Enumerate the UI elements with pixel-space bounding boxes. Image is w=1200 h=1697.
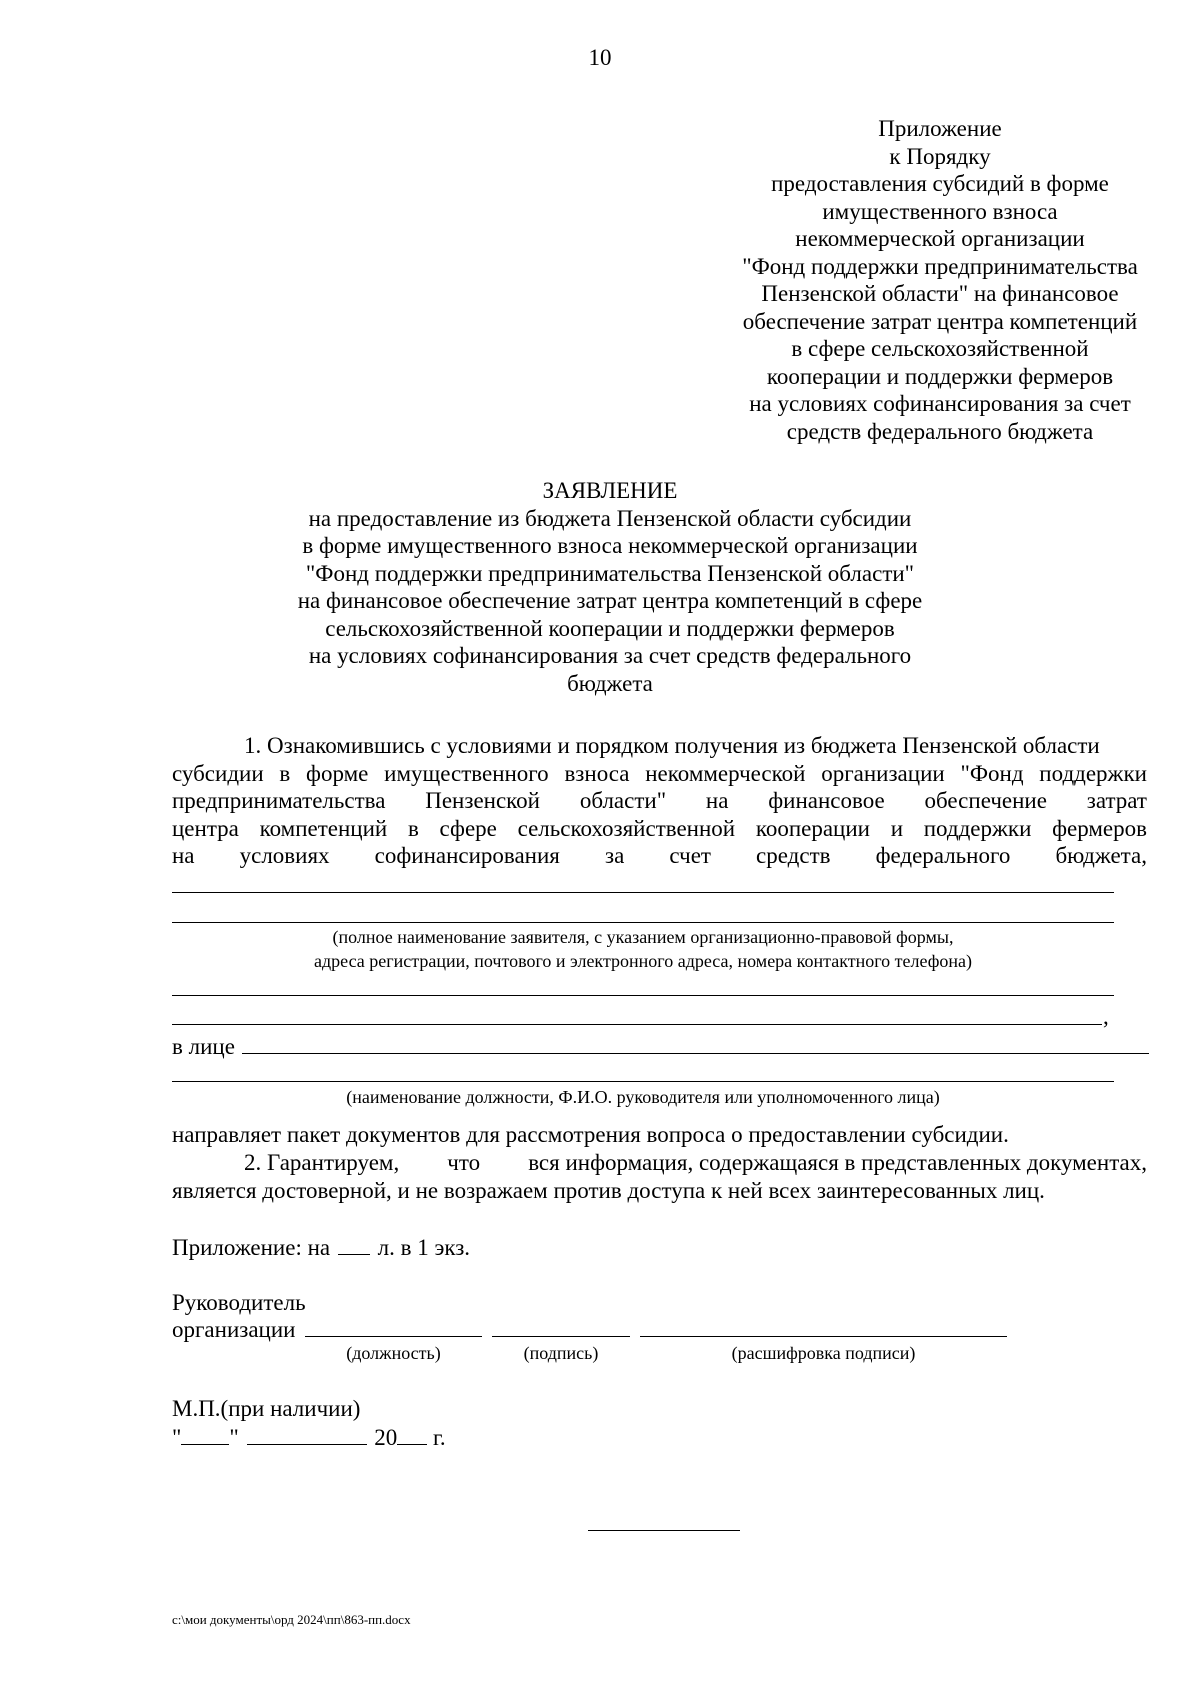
date-day-blank[interactable] [181,1444,229,1445]
footer-file-path: c:\мои документы\орд 2024\пп\863-пп.docx [172,1612,411,1627]
word: предпринимательства [172,788,386,813]
word: поддержки [923,815,1032,841]
word: федерального [875,843,1011,868]
word: "Фонд [960,760,1024,786]
date-year-blank[interactable] [397,1444,427,1445]
word: на [172,843,195,868]
attachment-pages-blank[interactable] [338,1254,370,1255]
word: что [447,1150,481,1175]
word: средств [756,843,831,868]
title-line: сельскохозяйственной кооперации и поддержки фермеров [325,615,895,641]
appendix-line: средств федерального бюджета [786,418,1094,444]
appendix-line: некоммерческой организации [795,226,1085,251]
date-year-prefix: 20 [374,1425,398,1450]
stamp-label: М.П.(при наличии) [172,1396,361,1421]
para1-line-4 [172,815,1147,843]
caption-signature: (подпись) [523,1343,599,1363]
para2-line-1 [172,1149,1147,1177]
appendix-line: в сфере сельскохозяйственной [791,336,1089,361]
sends-package-text: направляет пакет документов для рассмотрения вопроса о предоставлении субсидии. [172,1122,1009,1147]
word: за [604,843,625,868]
paragraph-1 [172,732,1147,870]
caption-line: адреса регистрации, почтового и электронного адреса, номера контактного телефона) [314,951,972,971]
word: форме [306,760,369,786]
title-line: "Фонд поддержки предпринимательства Пензенской области" [305,560,915,586]
date-quote-close: " [229,1425,239,1450]
word: некоммерческой [645,760,806,786]
para1-line-2 [172,760,1147,788]
title-line: бюджета [567,670,653,696]
page-number: 10 [588,45,612,70]
word: на [705,788,729,813]
word: имущественного [384,760,549,786]
appendix-line: "Фонд поддержки предпринимательства [742,253,1138,279]
date-year-suffix: г. [433,1425,446,1450]
end-separator [588,1530,740,1531]
word: Пензенской [425,788,540,813]
word: и [890,815,904,841]
position-caption: (наименование должности, Ф.И.О. руководителя или уполномоченного лица) [346,1087,940,1107]
caption-decoding: (расшифровка подписи) [731,1343,916,1363]
title-heading: ЗАЯВЛЕНИЕ [542,478,678,503]
applicant-blank-line[interactable] [172,892,1114,893]
applicant-blank-line[interactable] [172,1024,1102,1025]
word: компетенций [259,815,388,841]
appendix-line: кооперации и поддержки фермеров [766,363,1114,389]
appendix-line: Приложение [878,116,1002,141]
word: сельскохозяйственной [517,815,736,841]
appendix-line: имущественного взноса [822,198,1058,224]
appendix-header [700,115,1180,445]
word: поддержки [1039,760,1147,786]
word: затрат [1086,788,1147,813]
document-title [200,477,1020,697]
title-line: в форме имущественного взноса некоммерческой организации [302,533,918,558]
para2-line-2: является достоверной, и не возражаем против доступа к ней всех заинтересованных лиц. [172,1177,1045,1203]
word: кооперации [755,815,870,841]
para1-line-5 [172,842,1147,870]
word: условиях [239,843,330,868]
represented-by-blank[interactable] [242,1053,1149,1054]
appendix-line: на условиях софинансирования за счет [749,391,1131,416]
caption-position: (должность) [346,1343,441,1363]
word: фермеров [1052,815,1147,841]
word: бюджета, [1055,843,1147,868]
date-month-blank[interactable] [247,1444,367,1445]
date-line [172,1424,446,1452]
signature-line-1: Руководитель [172,1290,306,1315]
word: в [279,760,291,786]
applicant-blank-line[interactable] [172,995,1114,996]
word: счет [669,843,711,868]
attachment-line [172,1234,470,1262]
word: субсидии [172,760,264,786]
appendix-line: обеспечение затрат центра компетенций [742,308,1138,334]
decoding-blank[interactable] [640,1336,1007,1337]
word: сфере [439,815,497,841]
title-line: на финансовое обеспечение затрат центра компетенций в сфере [297,588,923,613]
applicant-caption [172,925,1114,973]
appendix-line: к Порядку [889,143,991,169]
position-signature-blank[interactable] [305,1336,482,1337]
signature-line-2: организации [172,1317,296,1342]
word: организации [821,760,945,786]
word: взноса [564,760,630,786]
date-quote-open: " [172,1425,182,1450]
word: обеспечение [924,788,1047,813]
word: 2. Гарантируем, [244,1150,400,1175]
appendix-line: предоставления субсидий в форме [771,171,1109,196]
para1-line-3 [172,787,1147,815]
para1-first-line: 1. Ознакомившись с условиями и порядком получения из бюджета Пензенской области [244,733,1100,758]
word: центра [172,815,239,841]
title-line: на условиях софинансирования за счет средств федерального [308,643,912,668]
position-blank-line[interactable] [172,1081,1114,1082]
word: финансовое [768,788,885,813]
appendix-line: Пензенской области" на финансовое [761,281,1119,306]
trailing-comma: , [1103,1004,1109,1029]
caption-line: (полное наименование заявителя, с указанием организационно-правовой формы, [332,927,954,947]
attachment-suffix: л. в 1 экз. [377,1235,471,1260]
applicant-blank-line[interactable] [172,922,1114,923]
word: в [407,815,419,841]
signature-blank[interactable] [492,1336,630,1337]
title-line: на предоставление из бюджета Пензенской области субсидии [308,505,912,531]
word: софинансирования [374,843,560,868]
word: области" [579,788,667,813]
paragraph-2 [172,1149,1147,1204]
represented-by-label: в лице [172,1034,235,1059]
attachment-prefix: Приложение: на [172,1235,331,1260]
word: вся информация, содержащаяся в представленных документах, [528,1150,1147,1175]
